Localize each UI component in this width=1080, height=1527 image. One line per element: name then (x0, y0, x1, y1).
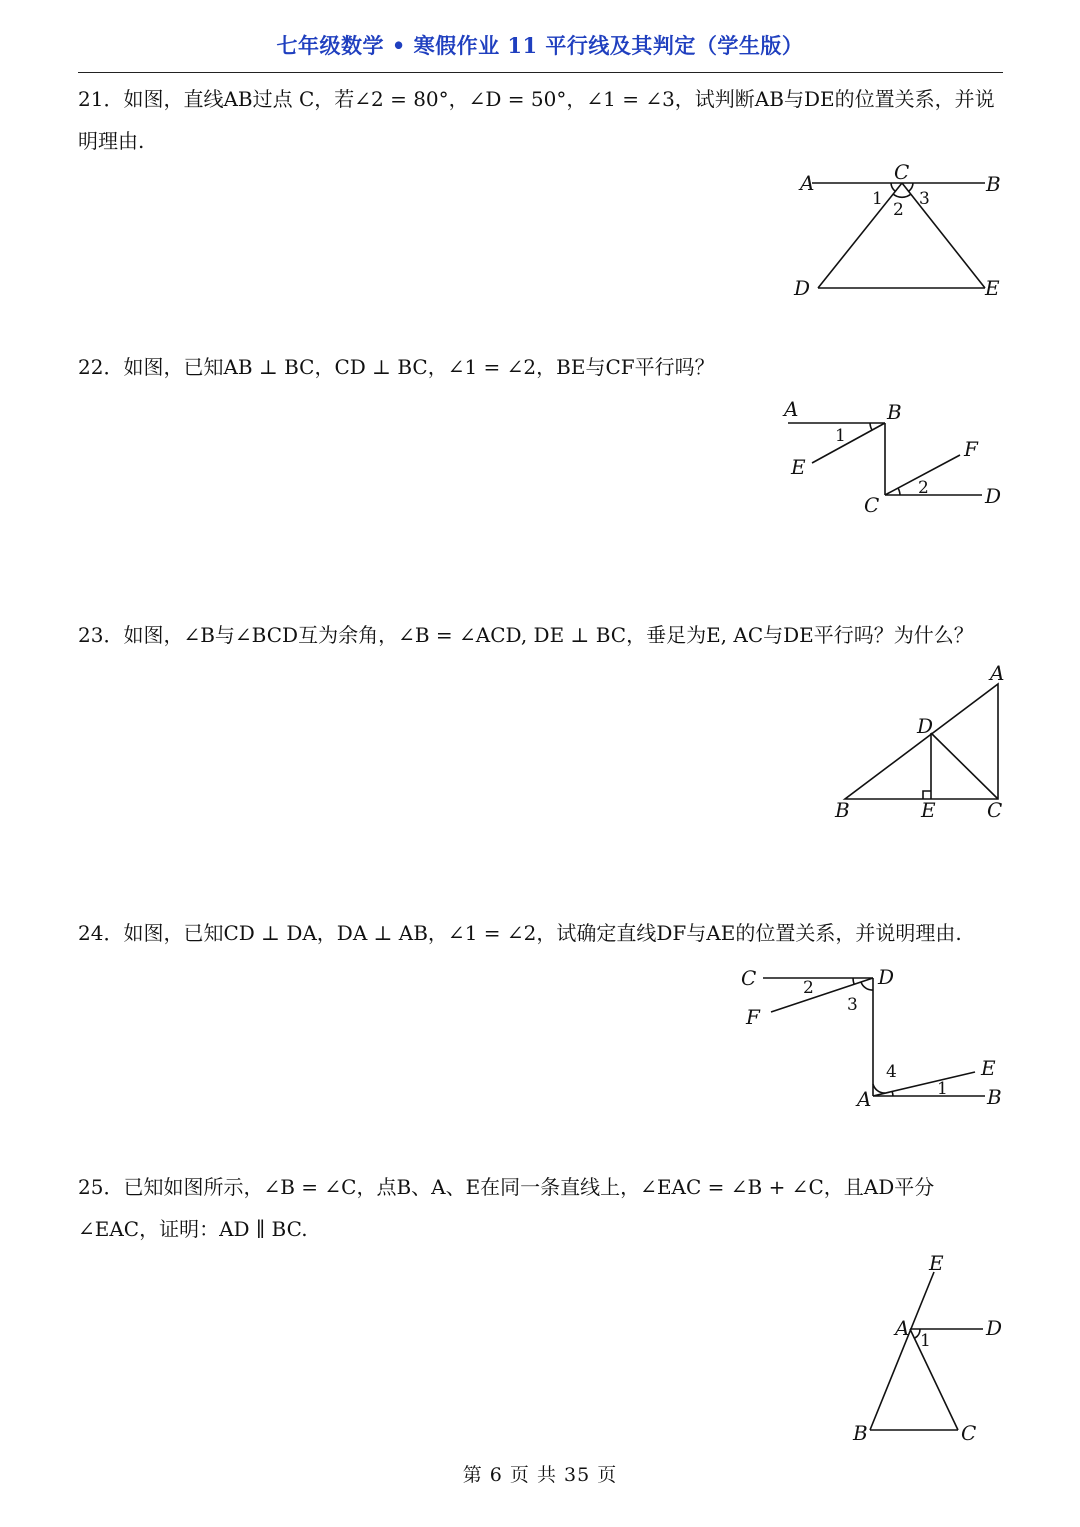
question-22 (78, 346, 1003, 388)
fig24-label-angle-3: 3 (847, 995, 858, 1015)
fig25-segment-ac (910, 1329, 958, 1430)
figure-23 (825, 660, 1010, 825)
question-25 (78, 1166, 1003, 1250)
fig24-angle-arc-2 (853, 978, 854, 984)
fig24-label-f: F (746, 1005, 760, 1029)
fig21-label-angle-3: 3 (919, 189, 930, 209)
page-number-footer: 第 6 页 共 35 页 (462, 1464, 618, 1486)
fig22-label-a: A (784, 397, 799, 421)
question-24-text: 如图，已知CD ⊥ DA，DA ⊥ AB，∠1 = ∠2，试确定直线DF与AE的位置关系，并说明理由. (123, 921, 962, 945)
fig21-label-c: C (894, 160, 910, 184)
fig21-angle-arc-2 (893, 194, 911, 197)
fig25-label-angle-1: 1 (920, 1331, 931, 1351)
question-23 (78, 614, 1003, 656)
fig24-label-angle-1: 1 (937, 1079, 948, 1099)
fig21-angle-arc-1 (891, 183, 895, 191)
fig25-label-d: D (986, 1316, 1003, 1340)
fig21-label-b: B (986, 172, 1001, 196)
fig24-label-a: A (857, 1087, 872, 1111)
fig24-angle-arc-1 (892, 1091, 893, 1096)
fig25-label-b: B (853, 1421, 868, 1445)
question-21-number: 21． (78, 87, 124, 111)
fig21-label-angle-1: 1 (872, 189, 883, 209)
fig24-label-angle-4: 4 (886, 1062, 897, 1082)
question-23-text: 如图，∠B与∠BCD互为余角，∠B = ∠ACD, DE ⊥ BC，垂足为E, AC与DE平行吗？为什么？ (123, 623, 974, 647)
fig23-label-e: E (921, 798, 936, 822)
fig23-label-a: A (990, 661, 1005, 685)
question-21-text: 如图，直线AB过点 C，若∠2 = 80°，∠D = 50°，∠1 = ∠3，试判断AB与DE的位置关系，并说明理由. (78, 87, 995, 153)
fig25-line-be (870, 1272, 934, 1430)
question-23-number: 23． (78, 623, 124, 647)
fig22-label-e: E (791, 455, 806, 479)
fig22-label-angle-1: 1 (835, 426, 846, 446)
fig23-label-b: B (835, 798, 850, 822)
fig22-label-f: F (964, 437, 978, 461)
question-24 (78, 912, 1003, 954)
question-22-number: 22． (78, 355, 124, 379)
question-21 (78, 78, 1003, 162)
fig24-label-d: D (878, 965, 895, 989)
fig22-label-b: B (887, 400, 902, 424)
fig21-segment-ce (902, 183, 985, 288)
fig22-segment-be (812, 423, 885, 463)
fig21-label-d: D (794, 276, 811, 300)
fig24-label-c: C (741, 966, 757, 990)
fig22-label-angle-2: 2 (918, 478, 929, 498)
figure-25 (848, 1250, 1013, 1450)
question-25-number: 25． (78, 1175, 124, 1199)
fig24-angle-arc-4 (873, 1084, 885, 1093)
fig24-label-b: B (987, 1085, 1002, 1109)
fig22-label-d: D (985, 484, 1002, 508)
figure-21 (790, 160, 1010, 305)
question-25-text: 已知如图所示，∠B = ∠C，点B、A、E在同一条直线上，∠EAC = ∠B + ∠C，且AD平分∠EAC，证明：AD ∥ BC. (78, 1175, 935, 1241)
fig23-label-d: D (917, 714, 934, 738)
question-24-number: 24． (78, 921, 124, 945)
fig21-segment-cd (818, 183, 902, 288)
question-22-text: 如图，已知AB ⊥ BC，CD ⊥ BC，∠1 = ∠2，BE与CF平行吗？ (123, 355, 715, 379)
fig23-label-c: C (987, 798, 1003, 822)
fig22-angle-arc-2 (898, 488, 900, 495)
fig21-label-angle-2: 2 (893, 200, 904, 220)
figure-22 (780, 395, 1010, 520)
fig24-angle-arc-3 (861, 982, 873, 990)
fig21-angle-arc-3 (909, 183, 913, 191)
fig21-label-e: E (985, 276, 1000, 300)
figure-24 (735, 960, 1010, 1115)
fig25-label-a: A (895, 1316, 910, 1340)
fig24-label-angle-2: 2 (803, 978, 814, 998)
header-divider (78, 72, 1003, 73)
fig21-label-a: A (800, 171, 815, 195)
fig24-label-e: E (981, 1056, 996, 1080)
fig25-label-c: C (961, 1421, 977, 1445)
fig25-label-e: E (929, 1251, 944, 1275)
fig22-angle-arc-1 (870, 423, 872, 430)
fig23-triangle-abc (845, 684, 998, 799)
fig23-segment-dc (931, 733, 998, 799)
page-header-title: 七年级数学 • 寒假作业 11 平行线及其判定（学生版） (276, 33, 804, 58)
fig22-label-c: C (864, 493, 880, 517)
